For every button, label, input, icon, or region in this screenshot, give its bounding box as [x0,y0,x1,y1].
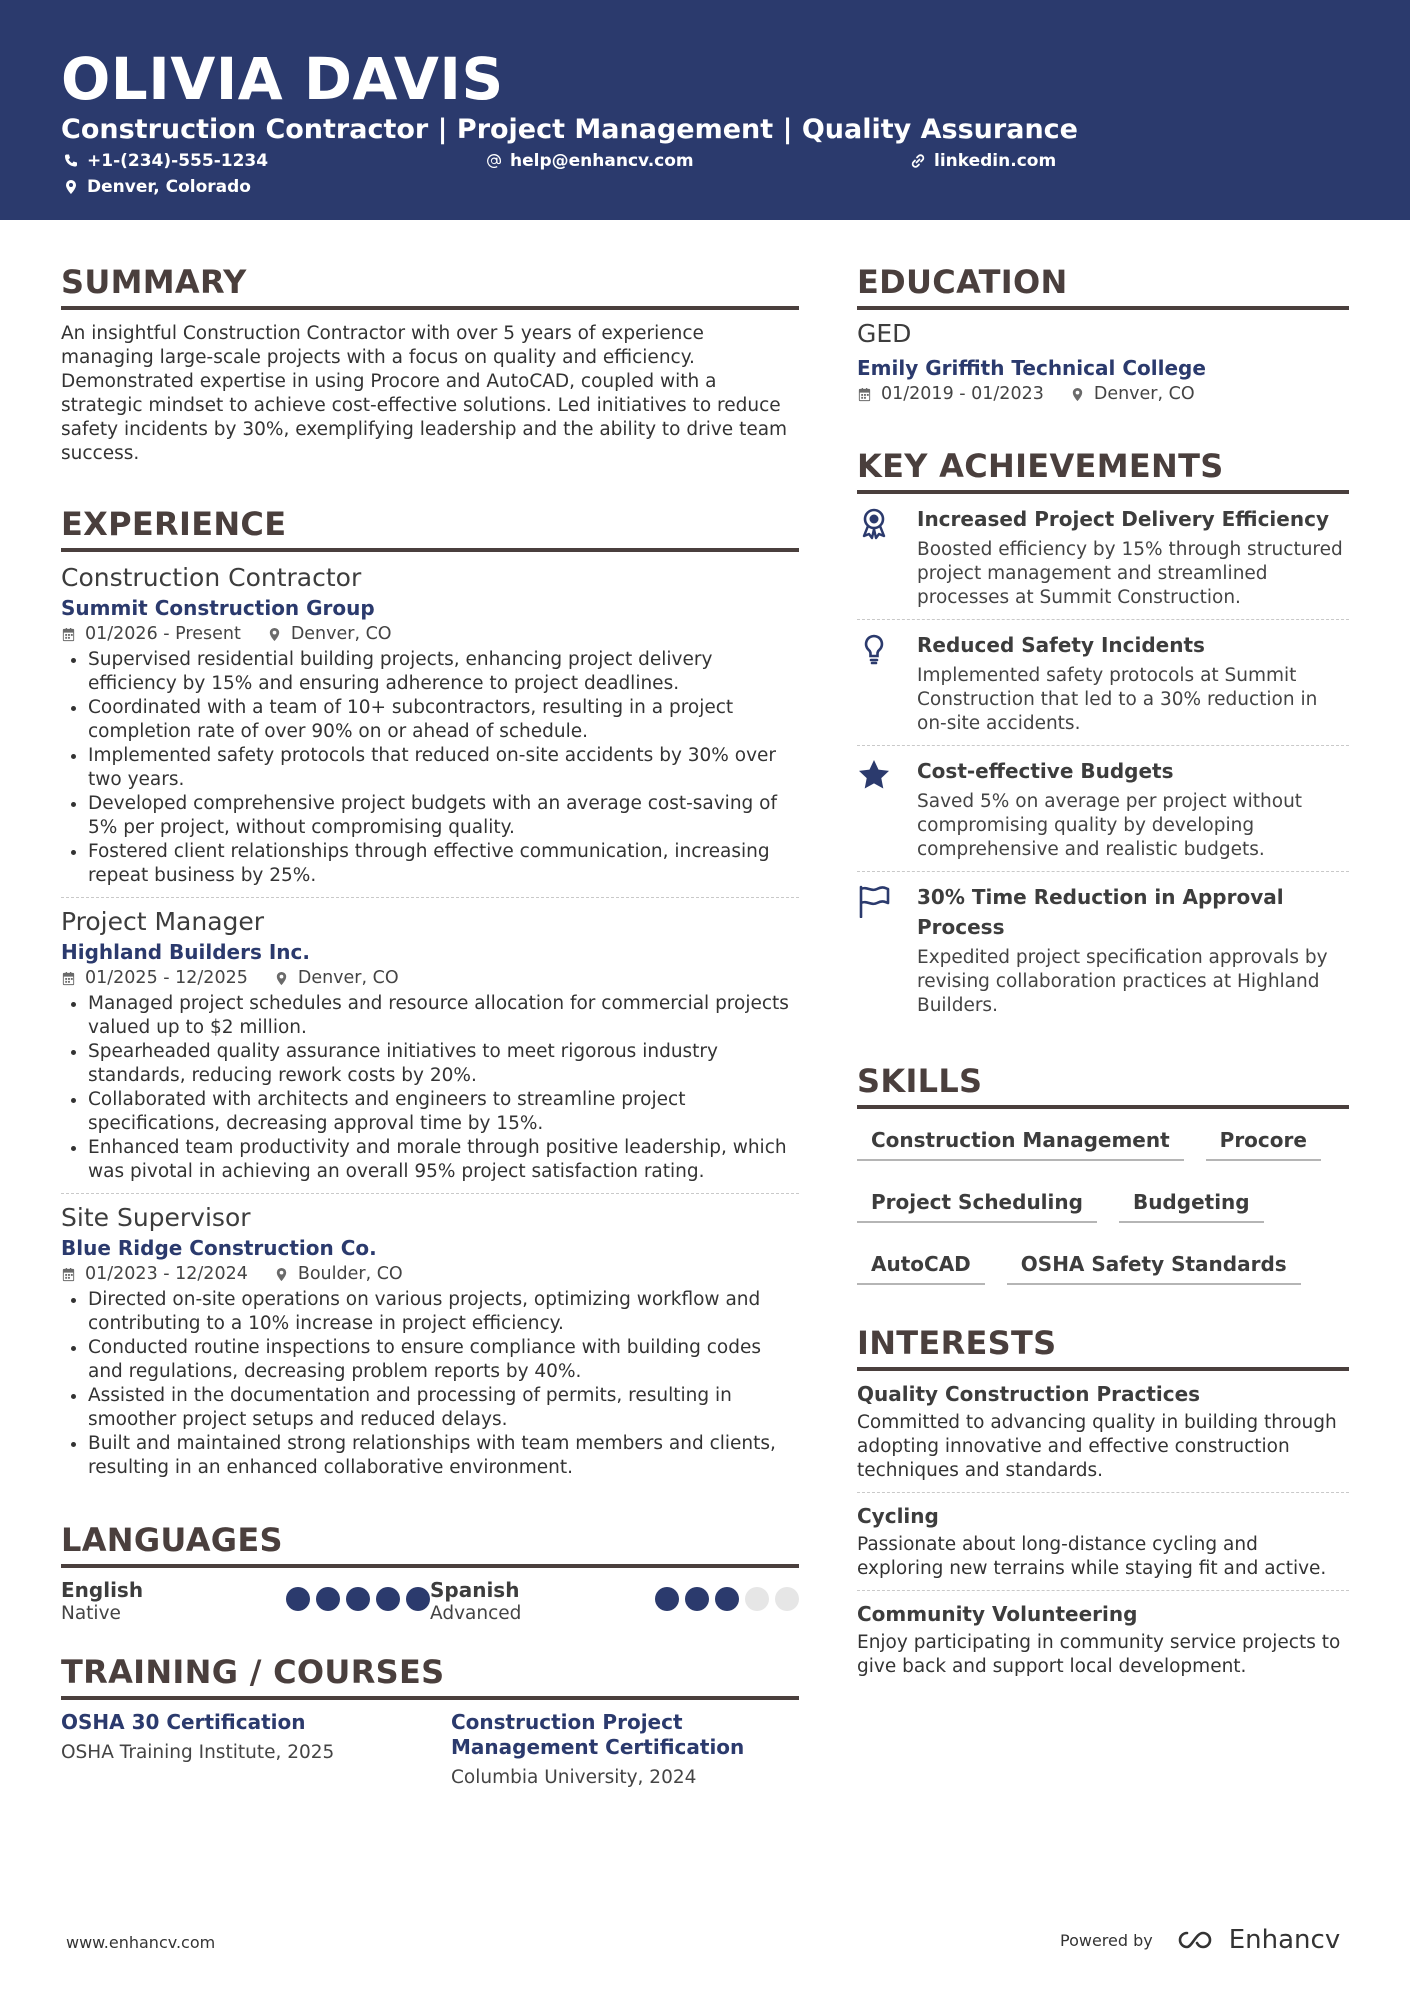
experience-title: EXPERIENCE [61,504,799,552]
header [0,0,1410,220]
job-location-text: Denver, CO [290,624,392,644]
language-level: Native [61,1603,121,1624]
map-pin-icon [267,627,282,642]
interest-item [857,1371,1349,1492]
map-pin-icon [1070,387,1085,402]
link-icon [910,153,926,169]
summary-text: An insightful Construction Contractor with over 5 years of experience managing large-scale projects with a focus on quality and efficiency. Demonstrated expertise in using Procore and AutoCAD, coupled with a strategic mindset to achieve cost-effective solutions. Led initiatives to reduce safety incidents by 30%, exemplifying leadership and the ability to drive team success. [61,323,788,464]
skills-list [857,1121,1349,1307]
infinity-logo-icon [1175,1928,1223,1952]
company-name: Highland Builders Inc. [61,940,310,964]
award-icon [857,504,917,610]
star-icon [857,756,917,862]
achievement-title: Increased Project Delivery Efficiency [917,507,1329,531]
brand-name: Enhancv [1228,1925,1341,1955]
achievement-title: 30% Time Reduction in Approval Process [917,885,1284,939]
footer-branding [1060,1925,1340,1955]
language-item [430,1578,799,1626]
school-name: Emily Griffith Technical College [857,356,1206,380]
calendar-icon [61,1267,76,1282]
calendar-icon [857,387,872,402]
bullet-item: Developed comprehensive project budgets with an average cost-saving of 5% per project, without compromising quality. [61,792,799,840]
language-name: English [61,1578,144,1602]
job-bullets [61,992,799,1184]
candidate-name: OLIVIA DAVIS [61,45,504,113]
email-text: help@enhancv.com [510,151,694,171]
bullet-item: Implemented safety protocols that reduced on-site accidents by 30% over two years. [61,744,799,792]
at-icon [486,153,502,169]
interest-item [857,1591,1349,1688]
bullet-item: Managed project schedules and resource allocation for commercial projects valued up to $2 million. [61,992,799,1040]
training-item [451,1710,751,1790]
job-bullets [61,1288,799,1480]
job-location [274,966,399,990]
training-item [61,1710,451,1790]
job-entry [61,906,799,1184]
job-meta [61,622,799,646]
language-level: Advanced [430,1603,522,1624]
job-location [274,1262,403,1286]
bullet-item: Spearheaded quality assurance initiatives to meet rigorous industry standards, reducing rework costs by 20%. [61,1040,799,1088]
course-provider: OSHA Training Institute, 2025 [61,1742,335,1763]
interest-title: Quality Construction Practices [857,1382,1201,1406]
achievement-item [857,872,1349,1027]
training-list [61,1710,799,1790]
job-entry [61,562,799,888]
achievement-item [857,494,1349,619]
calendar-icon [61,971,76,986]
interest-desc: Committed to advancing quality in building through adopting innovative and effective construction techniques and standards. [857,1412,1337,1481]
divider [61,897,799,898]
achievements-title: KEY ACHIEVEMENTS [857,446,1349,494]
left-column [61,262,799,1790]
skill-tag: Project Scheduling [857,1183,1097,1223]
job-dates: 01/2026 - Present [85,624,241,644]
location-contact [63,176,251,198]
brand-logo[interactable] [1175,1925,1340,1955]
languages-title: LANGUAGES [61,1520,799,1568]
rating-dot-empty [745,1587,769,1611]
rating-dot-filled [685,1587,709,1611]
skill-tag: Budgeting [1119,1183,1264,1223]
bullet-item: Supervised residential building projects, enhancing project delivery efficiency by 15% and ensuring adherence to project deadlines. [61,648,799,696]
rating-dot-empty [775,1587,799,1611]
education-location [1070,382,1195,406]
company-name: Summit Construction Group [61,596,375,620]
achievement-desc: Expedited project specification approvals by revising collaboration practices at Highland Builders. [917,947,1328,1016]
language-rating [655,1587,799,1611]
achievement-desc: Implemented safety protocols at Summit Construction that led to a 30% reduction in on-site accidents. [917,665,1318,734]
right-column [857,262,1349,1688]
education-meta [857,382,1349,406]
location-text: Denver, Colorado [87,177,251,197]
job-dates: 01/2023 - 12/2024 [85,1264,248,1284]
course-title: Construction Project Management Certification [451,1710,745,1759]
bullet-item: Fostered client relationships through effective communication, increasing repeat business by 25%. [61,840,799,888]
rating-dot-filled [406,1587,430,1611]
achievement-desc: Saved 5% on average per project without compromising quality by developing comprehensive and realistic budgets. [917,791,1303,860]
rating-dot-filled [316,1587,340,1611]
bullet-item: Conducted routine inspections to ensure compliance with building codes and regulations, decreasing problem reports by 40%. [61,1336,799,1384]
map-pin-icon [274,1267,289,1282]
achievement-item [857,746,1349,871]
education-title: EDUCATION [857,262,1349,310]
bullet-item: Built and maintained strong relationships with team members and clients, resulting in an enhanced collaborative environment. [61,1432,799,1480]
map-pin-icon [274,971,289,986]
email-contact[interactable] [486,150,694,172]
language-name: Spanish [430,1578,520,1602]
linkedin-text: linkedin.com [934,151,1057,171]
job-title: Project Manager [61,907,265,936]
rating-dot-filled [655,1587,679,1611]
training-title: TRAINING / COURSES [61,1652,799,1700]
phone-contact[interactable] [63,150,268,172]
skill-tag: AutoCAD [857,1245,985,1285]
interests-title: INTERESTS [857,1323,1349,1371]
job-meta [61,1262,799,1286]
powered-by-text: Powered by [1060,1930,1153,1950]
job-location-text: Denver, CO [297,968,399,988]
headline: Construction Contractor | Project Management | Quality Assurance [61,114,1078,145]
flag-icon [857,882,917,1018]
job-location [267,622,392,646]
interest-item [857,1493,1349,1590]
rating-dot-filled [376,1587,400,1611]
rating-dot-filled [715,1587,739,1611]
job-location-text: Boulder, CO [297,1264,403,1284]
course-title: OSHA 30 Certification [61,1710,306,1734]
map-pin-icon [63,179,79,195]
job-title: Construction Contractor [61,563,362,592]
rating-dot-filled [346,1587,370,1611]
interest-title: Community Volunteering [857,1602,1138,1626]
bullet-item: Enhanced team productivity and morale through positive leadership, which was pivotal in achieving an overall 95% project satisfaction rating. [61,1136,799,1184]
bullet-item: Directed on-site operations on various projects, optimizing workflow and contributing to a 10% increase in project efficiency. [61,1288,799,1336]
linkedin-contact[interactable] [910,150,1056,172]
languages-list [61,1578,799,1626]
company-name: Blue Ridge Construction Co. [61,1236,377,1260]
achievement-title: Reduced Safety Incidents [917,633,1205,657]
job-dates: 01/2025 - 12/2025 [85,968,248,988]
phone-icon [63,153,79,169]
job-bullets [61,648,799,888]
skill-tag: OSHA Safety Standards [1007,1245,1301,1285]
job-title: Site Supervisor [61,1203,251,1232]
bullet-item: Coordinated with a team of 10+ subcontractors, resulting in a project completion rate of over 90% on or ahead of schedule. [61,696,799,744]
skill-tag: Construction Management [857,1121,1184,1161]
achievement-item [857,620,1349,745]
achievement-title: Cost-effective Budgets [917,759,1174,783]
skills-title: SKILLS [857,1061,1349,1109]
interest-desc: Passionate about long-distance cycling and exploring new terrains while staying fit and active. [857,1534,1327,1579]
divider [61,1193,799,1194]
calendar-icon [61,627,76,642]
bullet-item: Collaborated with architects and engineers to streamline project specifications, decreasing approval time by 15%. [61,1088,799,1136]
lightbulb-icon [857,630,917,736]
bullet-item: Assisted in the documentation and processing of permits, resulting in smoother project setups and reduced delays. [61,1384,799,1432]
skill-tag: Procore [1206,1121,1321,1161]
achievement-desc: Boosted efficiency by 15% through structured project management and streamlined processes at Summit Construction. [917,539,1343,608]
education-dates: 01/2019 - 01/2023 [881,384,1044,404]
job-meta [61,966,799,990]
job-entry [61,1202,799,1480]
course-provider: Columbia University, 2024 [451,1767,697,1788]
phone-text: +1-(234)-555-1234 [87,151,269,171]
language-rating [286,1587,430,1611]
footer-website[interactable]: www.enhancv.com [66,1933,216,1952]
interest-title: Cycling [857,1504,939,1528]
education-location-text: Denver, CO [1093,384,1195,404]
interest-desc: Enjoy participating in community service projects to give back and support local development. [857,1632,1341,1677]
degree: GED [857,319,912,348]
language-item [61,1578,430,1626]
summary-title: SUMMARY [61,262,799,310]
rating-dot-filled [286,1587,310,1611]
